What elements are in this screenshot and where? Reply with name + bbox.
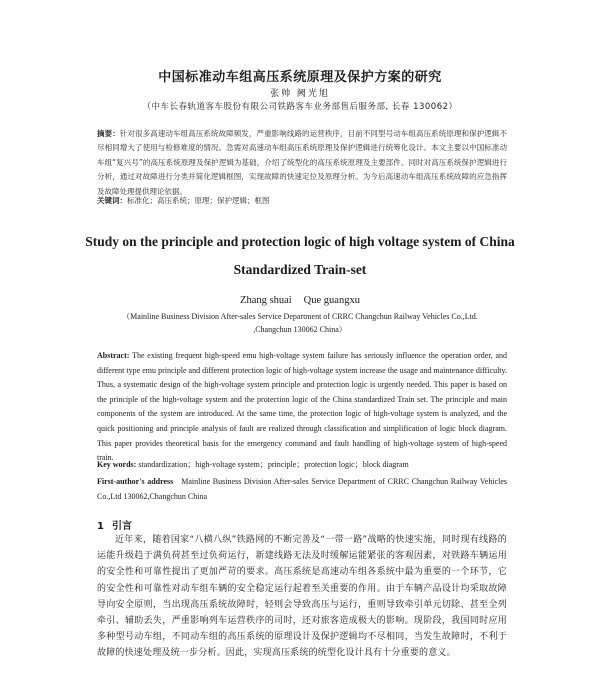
chinese-affiliation: （中车长春轨道客车股份有限公司铁路客车业务部售后服务部, 长春 130062）	[142, 102, 458, 112]
english-affiliation: （Mainline Business Division After-sales Service Department of CRRC Changchun Railway Vehicles Co.,Ltd. ,Changchun 130062 China）	[122, 312, 478, 334]
english-abstract-text: The existing frequent high-speed emu high-voltage system failure has seriously influence the operation order, and different type emu principle and different protection logic of high-voltage system increase the usage and maintenance difficulty. Thus, a systematic design of the high-voltage system principle and protection logic is urgently needed. This paper is based on the principle of the high-voltage system and the protection logic of the China standardized Train set. The principle and main components of the system are introduced. At the same time, the protection logic of high-voltage system is analyzed, and the quick positioning and principle analysis of fault are realized through classification and simplification of logic block diagram. This paper provides theoretical basis for the emergency command and fault handling of high-voltage system of high-speed train.	[97, 351, 508, 463]
section-number: 1	[97, 521, 104, 532]
chinese-title: 中国标准动车组高压系统原理及保护方案的研究	[158, 70, 442, 85]
english-author-1: Zhang shuai	[240, 295, 292, 306]
english-author-2: Que guangxu	[303, 295, 360, 306]
english-keywords-text: standardization；high-voltage system；principle；protection logic；block diagram	[138, 460, 409, 469]
english-abstract-label: Abstract:	[97, 351, 130, 360]
english-keywords-label: Key words:	[97, 460, 137, 469]
first-author-address	[97, 474, 507, 504]
introduction-paragraph: 近年来，随着国家“八横八纵”铁路网的不断完善及“一带一路”战略的快速实施，同时现有线路的运能升级趋于满负荷甚至过负荷运行，新建线路无法及时缓解运能紧张的客观因素，对铁路车辆运用的安全性和可靠性提出了更加严苛的要求。高压系统是高速动车组各系统中最为重要的一个环节，它的安全性和可靠性对动车组车辆的安全稳定运行起着至关重要的作用。由于车辆产品设计均采取故障导向安全原则，当出现高压系统故障时，轻则会导致高压与运行，重则导致牵引单元切除、甚至全列牵引、辅助丢失，严重影响列车运营秩序的司时，还对旅客造成极大的影响。现阶段，我国同时应用多种型号动车组，不同动车组的高压系统的原理设计及保护逻辑均不尽相同，当发生故障时，不利于故障的快速处理及统一步分析。因此，实现高压系统的统型化设计具有十分重要的意义。	[97, 535, 507, 659]
chinese-authors: 张帅 阙光旭	[270, 89, 330, 99]
section-heading-introduction	[97, 517, 140, 532]
chinese-abstract	[97, 127, 507, 199]
chinese-abstract-text: 针对很多高速动车组高压系统故障频发，严重影响线路的运营秩序，目前不同型号动车组高压系统原理和保护逻辑不尽相同增大了使用与检修难度的情况。急需对高速动车组高压系统原理及保护逻辑进行统筹化设计。本文主要以中国标准动车组“复兴号”的高压系统原理及保护逻辑为基础，介绍了统型化的高压系统原理及主要部件。同时对高压系统保护逻辑进行分析，通过对故障进行分类并简化逻辑框图，实现故障的快速定位及原理分析。为今后高速动车组高压系统故障的应急指挥及故障处理提供理论依据。	[97, 129, 508, 196]
english-abstract	[97, 349, 507, 466]
chinese-keywords	[97, 195, 507, 207]
english-keywords	[97, 459, 507, 471]
section-title: 引言	[111, 521, 132, 532]
first-author-address-text: Mainline Business Division After-sales Service Department of CRRC Changchun Railway Vehicles Co.,Ltd 130062,Changchun China	[97, 477, 508, 501]
english-title: Study on the principle and protection logic of high voltage system of China Standardized Train-set	[85, 234, 515, 277]
first-author-address-label: First-author's address	[97, 477, 174, 486]
chinese-abstract-label: 摘要：	[97, 129, 120, 138]
chinese-keywords-text: 标准化；高压系统；原理；保护逻辑；框图	[127, 196, 270, 205]
english-authors	[0, 295, 600, 306]
chinese-keywords-label: 关键词：	[97, 196, 127, 205]
